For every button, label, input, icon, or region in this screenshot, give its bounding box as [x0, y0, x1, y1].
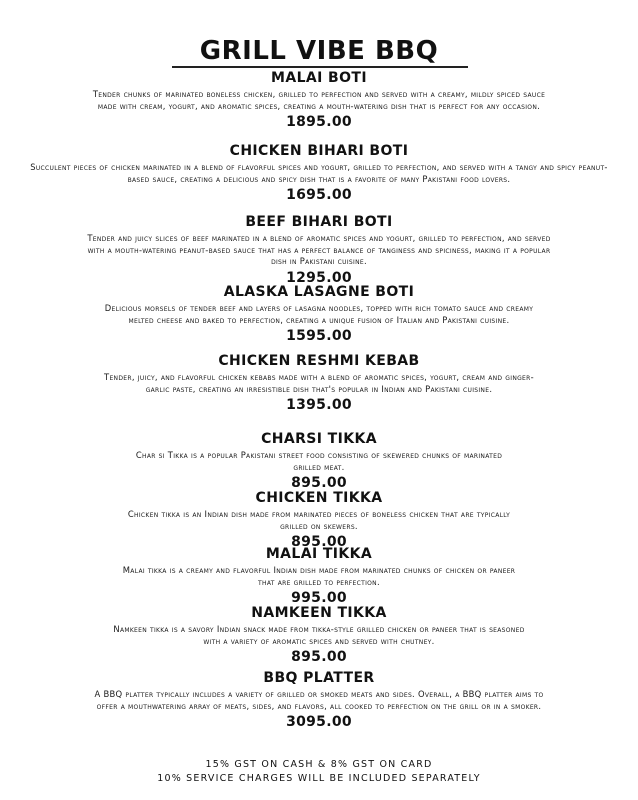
item-name: CHICKEN TIKKA: [255, 490, 383, 506]
item-description: Malai tikka is a creamy and flavorful Indian dish made from marinated chunks of chicken or paneer that are grilled to perfection.: [122, 565, 516, 587]
item-name: ALASKA LASAGNE BOTI: [223, 284, 415, 300]
menu-item-bbq-platter: [0, 670, 638, 730]
item-price: 1695.00: [286, 187, 352, 203]
menu-item-beef-bihari-boti: [0, 214, 638, 286]
menu-item-chicken-tikka: [0, 490, 638, 550]
title-underline: [172, 66, 468, 68]
gst-note: 15% GST ON CASH & 8% GST ON CARD: [205, 759, 433, 770]
menu-item-malai-tikka: [0, 546, 638, 606]
item-description: Delicious morsels of tender beef and layers of lasagna noodles, topped with rich tomato sauce and creamy melted cheese and baked to perfection, creating a unique fusion of Italian and Pakistani cuisine.: [104, 303, 534, 325]
menu-item-chicken-reshmi-kebab: [0, 353, 638, 413]
item-description: Tender and juicy slices of beef marinated in a blend of aromatic spices and yogurt, grilled to perfection, and served with a mouth-watering peanut-based sauce that has a perfect balance of tanginess and spiciness, making it a popular dish in Pakistani cuisine.: [87, 233, 551, 266]
item-description: Char si Tikka is a popular Pakistani street food consisting of skewered chunks of marinated grilled meat.: [135, 450, 503, 472]
item-name: CHICKEN BIHARI BOTI: [229, 143, 409, 159]
item-description: Namkeen tikka is a savory Indian snack made from tikka-style grilled chicken or paneer that is seasoned with a variety of aromatic spices and served with chutney.: [113, 624, 525, 646]
item-description: Chicken tikka is an Indian dish made from marinated pieces of boneless chicken that are typically grilled on skewers.: [127, 509, 511, 531]
item-price: 895.00: [291, 534, 347, 550]
item-price: 1595.00: [286, 328, 352, 344]
item-name: CHICKEN RESHMI KEBAB: [218, 353, 420, 369]
item-name: NAMKEEN TIKKA: [251, 605, 387, 621]
item-price: 1295.00: [286, 269, 352, 286]
menu-item-charsi-tikka: [0, 431, 638, 491]
item-price: 3095.00: [286, 714, 352, 730]
item-description: A BBQ platter typically includes a variety of grilled or smoked meats and sides. Overall, a BBQ platter aims to offer a mouthwatering array of meats, sides, and flavors, all cooked to perfection on the grill or in a smoker.: [94, 689, 544, 711]
item-name: BBQ PLATTER: [263, 670, 375, 686]
menu-item-malai-boti: [0, 70, 638, 130]
item-price: 895.00: [291, 475, 347, 491]
menu-item-chicken-bihari-boti: [0, 143, 638, 203]
item-name: MALAI TIKKA: [265, 546, 373, 562]
item-description: Tender, juicy, and flavorful chicken kebabs made with a blend of aromatic spices, yogurt, cream and ginger-garlic paste, creating an irresistible dish that's popular in Indian and Pakistani cuisine.: [104, 372, 534, 394]
service-charge-note: 10% SERVICE CHARGES WILL BE INCLUDED SEPARATELY: [157, 773, 481, 784]
menu-item-namkeen-tikka: [0, 605, 638, 665]
item-price: 1395.00: [286, 397, 352, 413]
item-description: Succulent pieces of chicken marinated in a blend of flavorful spices and yogurt, grilled to perfection, and served with a tangy and spicy peanut-based sauce, creating a delicious and spicy dish that is a favorite of many Pakistani food lovers.: [30, 162, 608, 184]
menu-title: GRILL VIBE BBQ: [199, 36, 439, 66]
item-name: BEEF BIHARI BOTI: [245, 214, 393, 230]
item-price: 995.00: [291, 590, 347, 606]
item-description: Tender chunks of marinated boneless chicken, grilled to perfection and served with a creamy, mildly spiced sauce made with cream, yogurt, and aromatic spices, creating a mouth-watering dish that is perfect for any occasion.: [92, 89, 546, 111]
item-name: CHARSI TIKKA: [261, 431, 377, 447]
item-price: 1895.00: [286, 114, 352, 130]
item-name: MALAI BOTI: [271, 70, 367, 86]
item-price: 895.00: [291, 649, 347, 665]
menu-item-alaska-lasagne-boti: [0, 284, 638, 344]
